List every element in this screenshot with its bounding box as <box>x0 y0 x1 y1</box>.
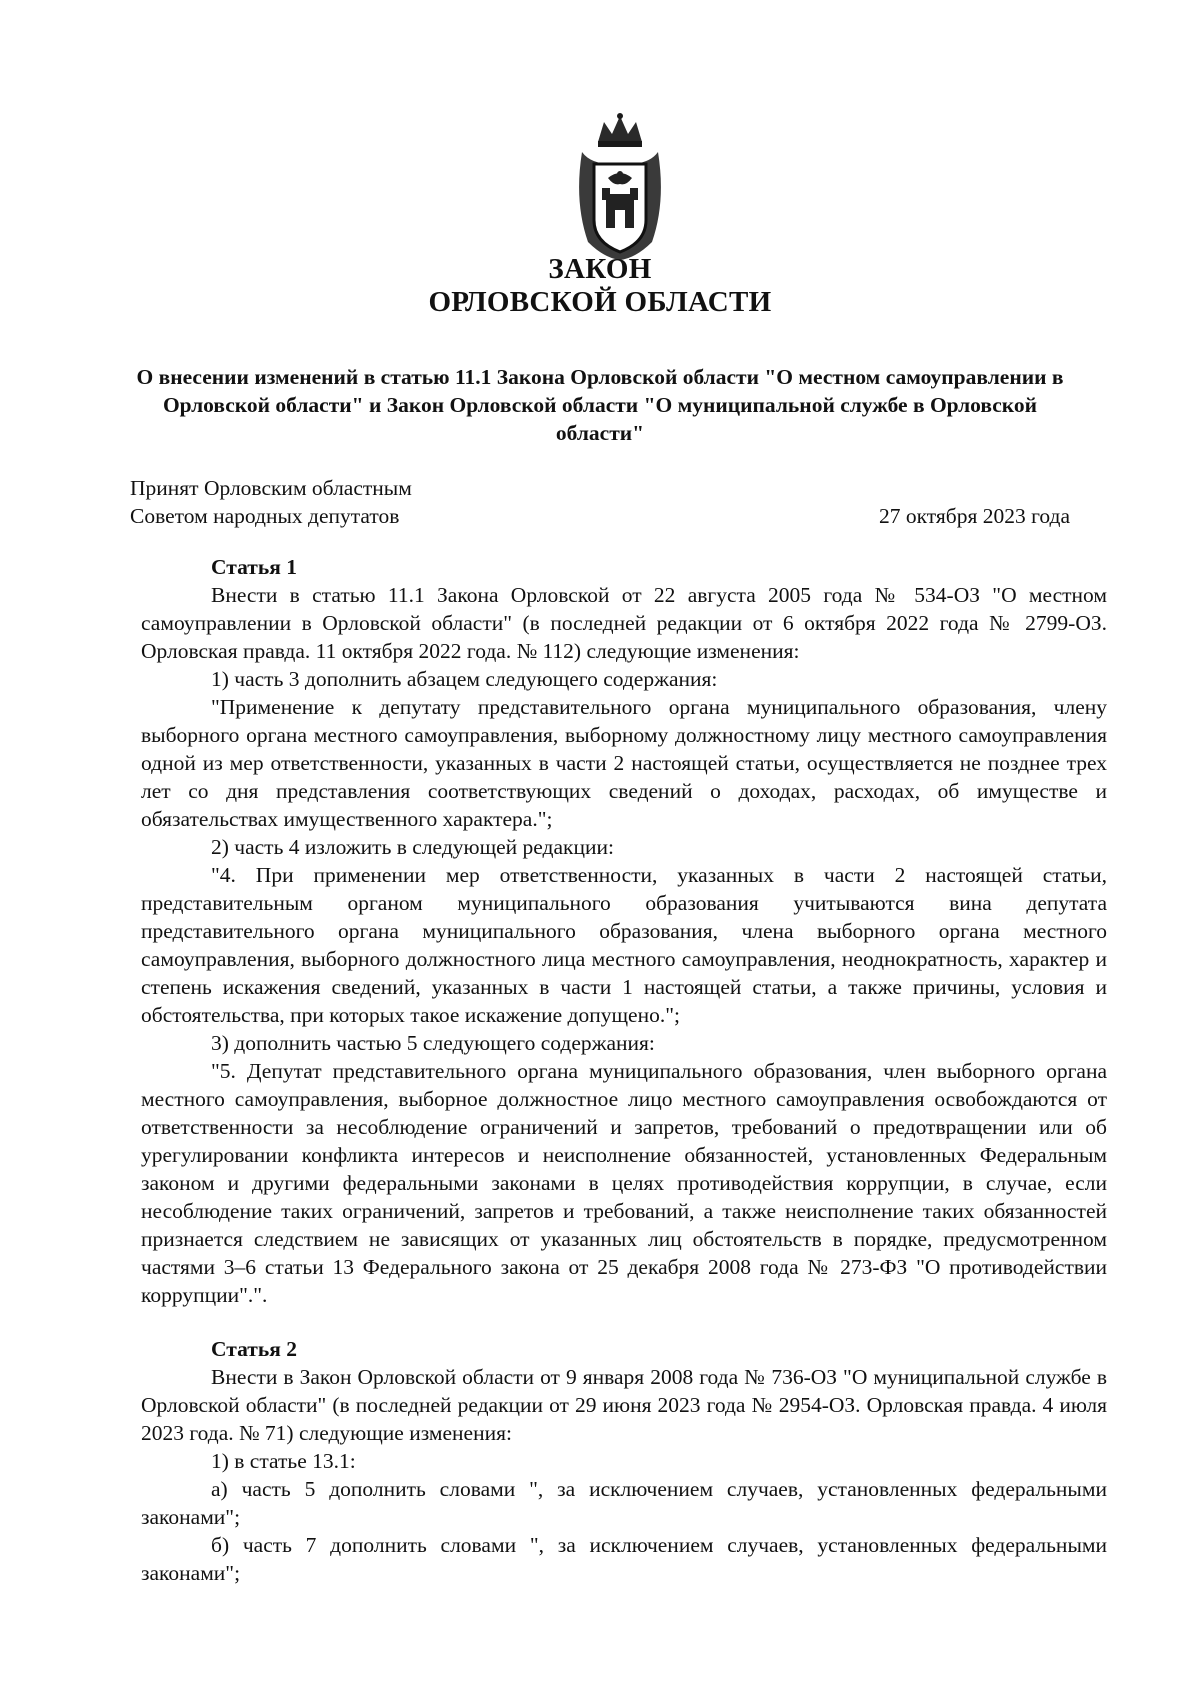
article-2-paragraph: а) часть 5 дополнить словами ", за исключением случаев, установленных федеральными законами"; <box>141 1477 1107 1529</box>
law-subtitle: О внесении изменений в статью 11.1 Закона Орловской области "О местном самоуправлении в Орловской области" и Закон Орловской области "О муниципальной службе в Орловской области" <box>136 365 1064 445</box>
article-1-paragraph: 3) дополнить частью 5 следующего содержания: <box>211 1031 655 1055</box>
coat-of-arms-icon <box>568 112 672 262</box>
article-1-paragraph: "4. При применении мер ответственности, указанных в части 2 настоящей статьи, представительным органом муниципального образования учитываются вина депутата представительного органа муниципального образования, члена выборного органа местного самоуправления, выборного должностного лица местного самоуправления, неоднократность, характер и степень искажения сведений, указанных в части 1 настоящей статьи, а также причины, условия и обстоятельства, при которых такое искажение допущено."; <box>141 863 1107 1027</box>
article-1-paragraph: 1) часть 3 дополнить абзацем следующего содержания: <box>211 667 718 691</box>
article-1-paragraph: 2) часть 4 изложить в следующей редакции: <box>211 835 614 859</box>
adoption-block <box>130 474 1070 530</box>
article-2-paragraph: 1) в статье 13.1: <box>211 1449 356 1473</box>
article-1-paragraph: "Применение к депутату представительного органа муниципального образования, члену выборного органа местного самоуправления, выборному должностному лицу местного самоуправления одной из мер ответственности, указанных в части 2 настоящей статьи, осуществляется не позднее трех лет со дня представления соответствующих сведений о доходах, расходах, об имуществе и обязательствах имущественного характера."; <box>141 695 1107 831</box>
adopted-by-line1: Принят Орловским областным <box>130 476 412 500</box>
law-body <box>141 553 1107 1587</box>
article-1-paragraph: Внести в статью 11.1 Закона Орловской от 22 августа 2005 года № 534-ОЗ "О местном самоуправлении в Орловской области" (в последней редакции от 6 октября 2022 года № 2799-ОЗ. Орловская правда. 11 октября 2022 года. № 112) следующие изменения: <box>141 583 1107 663</box>
article-1-heading: Статья 1 <box>211 555 297 579</box>
law-title: ЗАКОН <box>548 253 652 285</box>
law-region-title: ОРЛОВСКОЙ ОБЛАСТИ <box>428 286 772 318</box>
adopted-by-line2: Советом народных депутатов <box>130 504 400 528</box>
article-2-paragraph: Внести в Закон Орловской области от 9 января 2008 года № 736-ОЗ "О муниципальной службе в Орловской области" (в последней редакции от 29 июня 2023 года № 2954-ОЗ. Орловская правда. 4 июля 2023 года. № 71) следующие изменения: <box>141 1365 1107 1445</box>
article-2-paragraph: б) часть 7 дополнить словами ", за исключением случаев, установленных федеральными законами"; <box>141 1533 1107 1585</box>
article-1-paragraph: "5. Депутат представительного органа муниципального образования, член выборного органа местного самоуправления, выборное должностное лицо местного самоуправления освобождаются от ответственности за несоблюдение ограничений и запретов, требований о предотвращении или об урегулировании конфликта интересов и неисполнение обязанностей, установленных Федеральным законом и другими федеральными законами в целях противодействия коррупции, в случае, если несоблюдение таких ограничений, запретов и требований, а также неисполнение таких обязанностей признается следствием не зависящих от указанных лиц обстоятельств в порядке, предусмотренном частями 3–6 статьи 13 Федерального закона от 25 декабря 2008 года № 273-ФЗ "О противодействии коррупции".". <box>141 1059 1107 1307</box>
article-gap <box>141 1309 1107 1335</box>
adoption-date: 27 октября 2023 года <box>878 504 1070 528</box>
article-2-heading: Статья 2 <box>211 1337 297 1361</box>
